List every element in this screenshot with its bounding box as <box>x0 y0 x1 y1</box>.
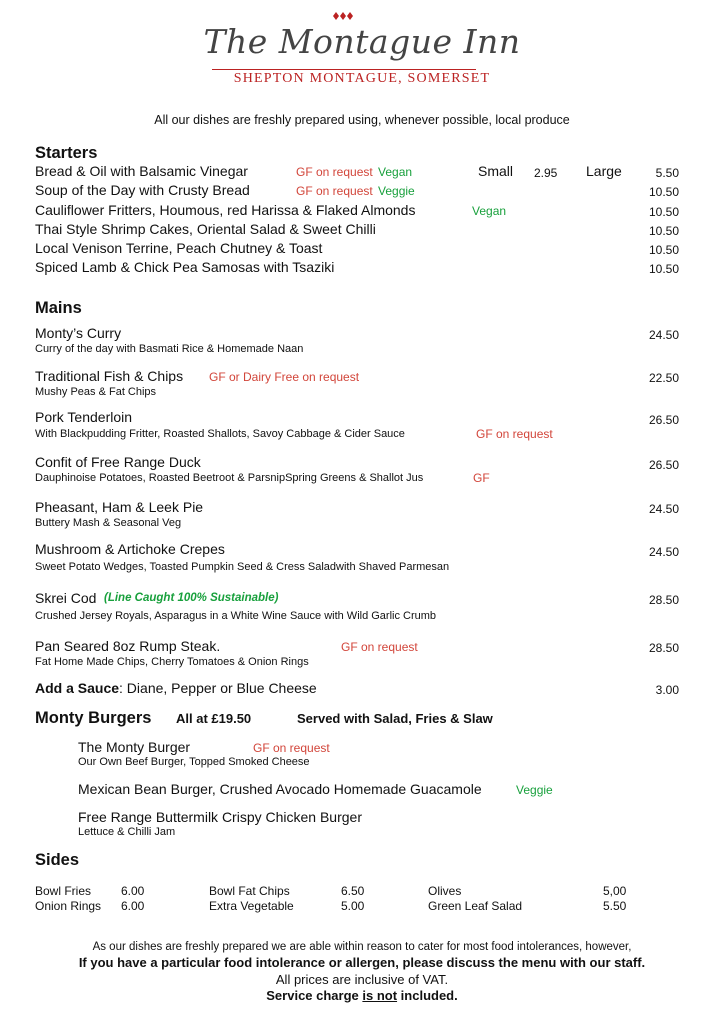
side-item-price: 5.50 <box>603 899 627 913</box>
side-item-name: Bowl Fat Chips <box>209 884 290 898</box>
logo-subtitle: SHEPTON MONTAGUE, SOMERSET <box>233 71 491 86</box>
starter-item-name: Thai Style Shrimp Cakes, Oriental Salad & Sweet Chilli <box>35 221 376 237</box>
footer-service-charge <box>0 988 724 1003</box>
starter-price: 10.50 <box>648 262 679 276</box>
intro-text: All our dishes are freshly prepared using, whenever possible, local produce <box>154 113 570 127</box>
logo-divider <box>212 69 476 70</box>
starter-item-name: Local Venison Terrine, Peach Chutney & Toast <box>35 240 323 256</box>
footer-intolerance-note: As our dishes are freshly prepared we are able within reason to cater for most food intolerances, however, <box>92 941 632 953</box>
side-item-price: 5,00 <box>603 884 627 898</box>
side-item-price: 6.00 <box>121 884 145 898</box>
burger-served-note: Served with Salad, Fries & Slaw <box>297 711 493 726</box>
starter-price: 10.50 <box>648 243 679 257</box>
main-item-desc: Curry of the day with Basmati Rice & Homemade Naan <box>35 343 304 355</box>
dietary-note: GF or Dairy Free on request <box>209 370 360 384</box>
burger-item-name: Mexican Bean Burger, Crushed Avocado Homemade Guacamole <box>78 781 482 797</box>
main-item-name: Skrei Cod <box>35 590 97 606</box>
diet-badge: Vegan <box>472 204 507 218</box>
gf-note: GF on request <box>296 184 373 198</box>
sauce-label: Add a Sauce <box>35 680 120 696</box>
main-item-desc: Fat Home Made Chips, Cherry Tomatoes & Onion Rings <box>35 656 309 668</box>
dietary-note: GF on request <box>476 427 553 441</box>
main-item-name: Pan Seared 8oz Rump Steak. <box>35 638 221 654</box>
sustainability-note: (Line Caught 100% Sustainable) <box>104 592 279 604</box>
burger-price-note: All at £19.50 <box>176 711 252 726</box>
side-item-price: 5.00 <box>341 899 365 913</box>
main-item-desc: Mushy Peas & Fat Chips <box>35 386 157 398</box>
starter-price: 10.50 <box>648 224 679 238</box>
burgers-heading: Monty Burgers <box>35 709 152 727</box>
sauce-line <box>35 680 317 696</box>
starter-item-name: Bread & Oil with Balsamic Vinegar <box>35 163 248 179</box>
starter-item-name: Soup of the Day with Crusty Bread <box>35 182 250 198</box>
main-item-name: Mushroom & Artichoke Crepes <box>35 541 225 557</box>
side-item-name: Extra Vegetable <box>209 899 294 913</box>
small-price: 2.95 <box>534 166 558 180</box>
mains-heading: Mains <box>35 299 82 317</box>
starters-heading: Starters <box>35 144 98 162</box>
starter-price: 10.50 <box>648 185 679 199</box>
diet-badge: Veggie <box>516 783 553 797</box>
dietary-note: GF on request <box>341 640 418 654</box>
starter-price: 10.50 <box>648 205 679 219</box>
large-label: Large <box>586 163 622 179</box>
logo-title: The Montague Inn <box>203 22 521 61</box>
main-price: 24.50 <box>648 328 679 342</box>
sides-heading: Sides <box>35 851 80 869</box>
gf-note: GF on request <box>253 741 330 755</box>
small-label: Small <box>478 163 514 179</box>
side-item-name: Bowl Fries <box>35 884 92 898</box>
main-price: 22.50 <box>648 371 679 385</box>
service-charge-end: included. <box>397 988 458 1003</box>
main-price: 28.50 <box>648 593 679 607</box>
main-item-desc: Dauphinoise Potatoes, Roasted Beetroot & ParsnipSpring Greens & Shallot Jus <box>35 472 424 484</box>
main-item-name: Traditional Fish & Chips <box>35 368 184 384</box>
starter-price: 5.50 <box>655 166 679 180</box>
main-price: 26.50 <box>648 458 679 472</box>
main-item-name: Confit of Free Range Duck <box>35 454 201 470</box>
main-item-desc: With Blackpudding Fritter, Roasted Shallots, Savoy Cabbage & Cider Sauce <box>35 428 405 440</box>
main-item-name: Pork Tenderloin <box>35 409 133 425</box>
diamond-logo-icon <box>333 10 353 22</box>
burger-item-desc: Lettuce & Chilli Jam <box>78 826 176 838</box>
footer-allergen-warning: If you have a particular food intolerance or allergen, please discuss the menu with our staff. <box>78 955 646 970</box>
diet-badge: Vegan <box>378 165 413 179</box>
side-item-price: 6.50 <box>341 884 365 898</box>
side-item-price: 6.00 <box>121 899 145 913</box>
main-price: 28.50 <box>648 641 679 655</box>
main-item-desc: Sweet Potato Wedges, Toasted Pumpkin Seed & Cress Saladwith Shaved Parmesan <box>35 561 450 573</box>
dietary-note: GF <box>473 471 490 485</box>
sauce-options: : Diane, Pepper or Blue Cheese <box>119 680 317 696</box>
side-item-name: Green Leaf Salad <box>428 899 523 913</box>
starter-item-name: Spiced Lamb & Chick Pea Samosas with Tsaziki <box>35 259 335 275</box>
main-item-desc: Buttery Mash & Seasonal Veg <box>35 517 182 529</box>
side-item-name: Olives <box>428 884 462 898</box>
diet-badge: Veggie <box>378 184 415 198</box>
burger-item-name: The Monty Burger <box>78 739 191 755</box>
gf-note: GF on request <box>296 165 373 179</box>
starter-item-name: Cauliflower Fritters, Houmous, red Harissa & Flaked Almonds <box>35 202 416 218</box>
burger-item-desc: Our Own Beef Burger, Topped Smoked Cheese <box>78 756 310 768</box>
main-item-name: Monty’s Curry <box>35 325 122 341</box>
main-item-name: Pheasant, Ham & Leek Pie <box>35 499 204 515</box>
sauce-price: 3.00 <box>655 683 679 697</box>
burger-item-name: Free Range Buttermilk Crispy Chicken Burger <box>78 809 362 825</box>
main-price: 24.50 <box>648 502 679 516</box>
side-item-name: Onion Rings <box>35 899 102 913</box>
main-price: 26.50 <box>648 413 679 427</box>
service-charge-text: Service charge <box>266 988 363 1003</box>
service-charge-emphasis: is not <box>362 988 398 1003</box>
main-item-desc: Crushed Jersey Royals, Asparagus in a White Wine Sauce with Wild Garlic Crumb <box>35 610 437 622</box>
footer-vat-note: All prices are inclusive of VAT. <box>275 972 449 987</box>
main-price: 24.50 <box>648 545 679 559</box>
